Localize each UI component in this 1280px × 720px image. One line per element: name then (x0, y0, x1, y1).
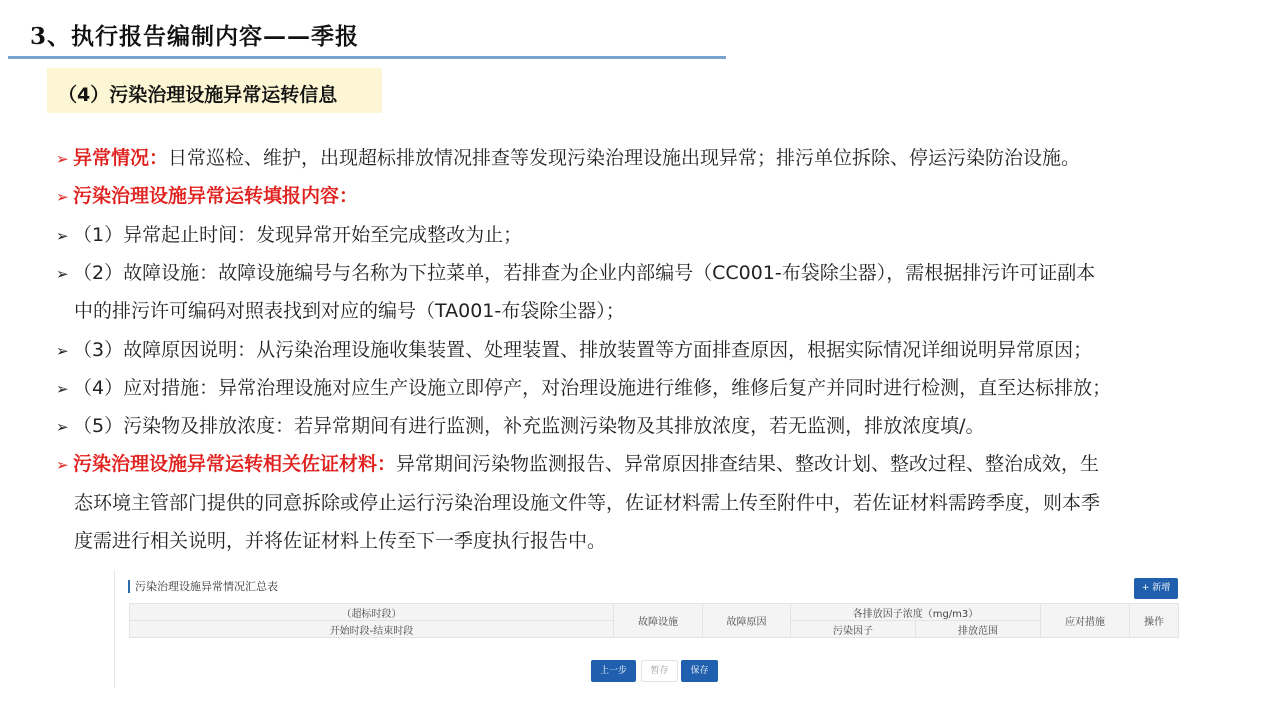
arrow-bullet-icon: ➢ (56, 418, 69, 436)
col-actions: 操作 (1130, 604, 1179, 638)
bullet-text: （2）故障设施：故障设施编号与名称为下拉菜单，若排查为企业内部编号（CC001-布袋除尘器），需根据排污许可证副本 (73, 262, 1096, 284)
bullet-evidence (56, 452, 1099, 477)
bullet-text: （5）污染物及排放浓度：若异常期间有进行监测，补充监测污染物及其排放浓度，若无监测，排放浓度填/。 (73, 415, 985, 437)
col-fault-reason: 故障原因 (703, 604, 791, 638)
bullet-text: 异常期间污染物监测报告、异常原因排查结果、整改计划、整改过程、整治成效，生 (396, 453, 1100, 475)
add-button[interactable]: + 新增 (1134, 578, 1178, 599)
arrow-bullet-icon: ➢ (56, 380, 69, 398)
col-period: 开始时段-结束时段 (130, 621, 614, 638)
arrow-bullet-icon: ➢ (56, 227, 69, 245)
col-concentration-group: 各排放因子浓度（mg/m3） (791, 604, 1041, 621)
bullet-item-2 (56, 261, 1095, 286)
bullet-text: 日常巡检、维护，出现超标排放情况排查等发现污染治理设施出现异常；排污单位拆除、停运污染防治设施。 (168, 147, 1081, 169)
bullet-fill-content (56, 184, 358, 209)
col-faulty-facility: 故障设施 (614, 604, 703, 638)
bullet-evidence-continued-2: 度需进行相关说明，并将佐证材料上传至下一季度执行报告中。 (74, 530, 607, 552)
prev-step-button[interactable]: 上一步 (591, 660, 636, 682)
arrow-bullet-icon: ➢ (56, 342, 69, 360)
panel-title: 污染治理设施异常情况汇总表 (128, 580, 278, 593)
bullet-label: 污染治理设施异常运转填报内容： (73, 185, 359, 207)
arrow-bullet-icon: ➢ (56, 265, 69, 283)
title-divider (8, 56, 726, 59)
bullet-item-2-continued: 中的排污许可编码对照表找到对应的编号（TA001-布袋除尘器）； (74, 300, 625, 322)
bullet-text: （1）异常起止时间：发现异常开始至完成整改为止； (73, 224, 523, 246)
summary-table (129, 603, 1179, 638)
bullet-abnormal-situation (56, 146, 1080, 171)
bullet-evidence-continued-1: 态环境主管部门提供的同意拆除或停止运行污染治理设施文件等，佐证材料需上传至附件中，若佐证材料需跨季度，则本季 (74, 492, 1101, 514)
bullet-label: 异常情况： (73, 147, 169, 169)
arrow-bullet-icon: ➢ (56, 150, 69, 168)
arrow-bullet-icon: ➢ (56, 188, 69, 206)
bullet-item-3 (56, 338, 1092, 363)
col-range: 排放范围 (916, 621, 1041, 638)
bullet-label: 污染治理设施异常运转相关佐证材料： (73, 453, 397, 475)
col-period-group: （超标时段） (130, 604, 614, 621)
page-title: 3、执行报告编制内容——季报 (30, 23, 360, 50)
col-pollutant: 污染因子 (791, 621, 916, 638)
save-button[interactable]: 保存 (681, 660, 718, 682)
bullet-item-1 (56, 223, 522, 248)
bullet-text: （3）故障原因说明：从污染治理设施收集装置、处理装置、排放装置等方面排查原因，根据实际情况详细说明异常原因； (73, 339, 1093, 361)
temp-save-button[interactable]: 暂存 (641, 660, 678, 682)
bullet-text: （4）应对措施：异常治理设施对应生产设施立即停产，对治理设施进行维修，维修后复产并同时进行检测，直至达标排放； (73, 377, 1112, 399)
section-subtitle: （4）污染治理设施异常运转信息 (58, 84, 338, 106)
arrow-bullet-icon: ➢ (56, 456, 69, 474)
bullet-item-5 (56, 414, 985, 439)
bullet-item-4 (56, 376, 1111, 401)
col-measures: 应对措施 (1041, 604, 1130, 638)
